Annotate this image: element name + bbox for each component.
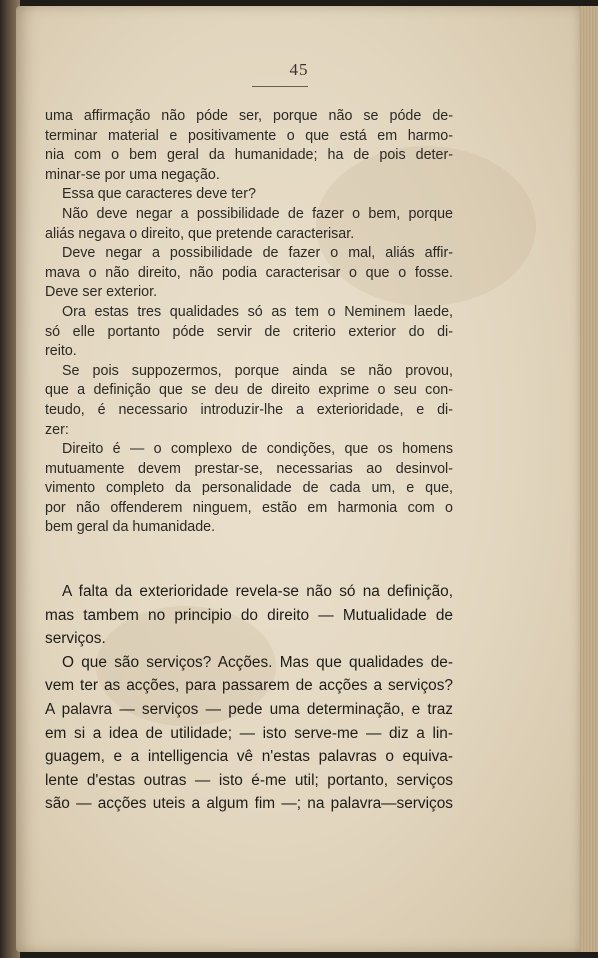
text-line: O que são serviços? Acções. Mas que qualidades de- [62, 653, 453, 671]
text-line: nia com o bem geral da humanidade; ha de pois deter- [45, 147, 453, 164]
text-line: serviços. [45, 630, 106, 648]
page-number-rule [252, 86, 308, 87]
text-line: bem geral da humanidade. [45, 519, 216, 536]
text-line: guagem, e a intelligencia vê n'estas palavras o equiva- [45, 748, 453, 766]
text-line: vem ter as acções, para passarem de acções a serviços? [45, 677, 453, 695]
text-line: teudo, é necessario introduzir-lhe a exterioridade, e di- [45, 401, 453, 418]
text-line: só elle portanto póde servir de criterio exterior do di- [45, 323, 453, 340]
text-line: minar-se por uma negação. [45, 166, 220, 183]
text-line: aliás negava o direito, que pretende caracterisar. [45, 225, 355, 242]
text-line: zer: [45, 421, 69, 438]
text-line: são — acções uteis a algum fim —; na palavra—serviços [45, 795, 453, 813]
text-line: Essa que caracteres deve ter? [62, 186, 256, 203]
text-line: mutuamente devem prestar-se, necessarias ao desinvol- [45, 460, 453, 477]
text-block-upper [45, 107, 453, 538]
text-line: Direito é — o complexo de condições, que os homens [62, 441, 453, 458]
page-stack-edges [580, 6, 598, 952]
text-line: vimento completo da personalidade de cada um, e que, [45, 480, 453, 497]
text-line: Ora estas tres qualidades só as tem o Neminem laede, [62, 303, 453, 320]
text-line: mava o não direito, não podia caracterisar o que o fosse. [45, 264, 453, 281]
text-line: por não offenderem ninguem, estão em harmonia com o [45, 499, 453, 516]
text-line: Deve negar a possibilidade de fazer o mal, aliás affir- [62, 245, 453, 262]
text-line: reito. [45, 343, 77, 360]
text-line: Se pois suppozermos, porque ainda se não provou, [62, 362, 453, 379]
text-line: A palavra — serviços — pede uma determinação, e traz [45, 700, 453, 718]
book-page [16, 6, 582, 952]
text-line: Não deve negar a possibilidade de fazer o bem, porque [62, 205, 453, 222]
text-line: mas tambem no principio do direito — Mutualidade de [45, 606, 453, 624]
text-line: em si a idea de utilidade; — isto serve-me — diz a lin- [45, 724, 453, 742]
text-line: que a definição que se deu de direito exprime o seu con- [45, 382, 453, 399]
text-line: Deve ser exterior. [45, 284, 158, 301]
text-line: terminar material e positivamente o que está em harmo- [45, 127, 453, 144]
page-number: 45 [289, 60, 309, 79]
text-line: lente d'estas outras — isto é-me util; portanto, serviços [45, 771, 453, 789]
text-line: A falta da exterioridade revela-se não só na definição, [62, 583, 453, 600]
text-block-lower [45, 580, 453, 816]
text-line: uma affirmação não póde ser, porque não se póde de- [45, 108, 453, 124]
